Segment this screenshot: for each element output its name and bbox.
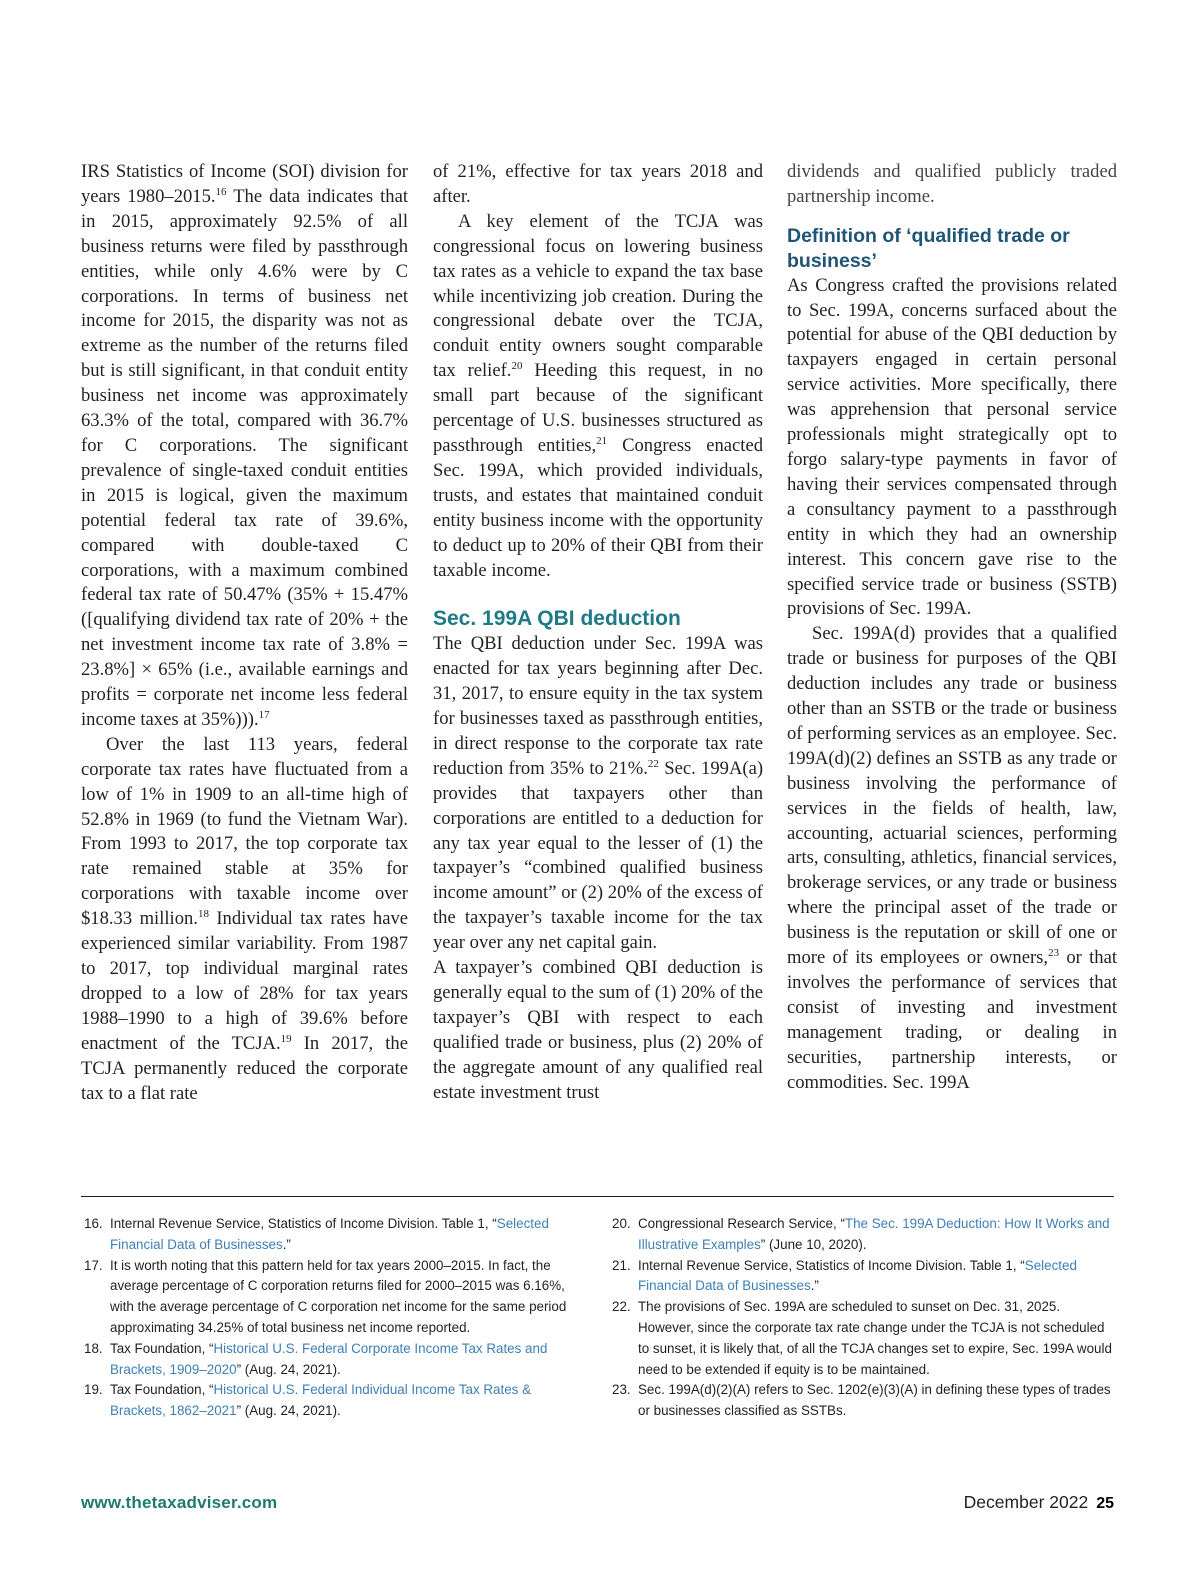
footnote-ref[interactable]: 16 [215, 185, 227, 198]
footnote-ref[interactable]: 18 [197, 908, 209, 921]
footnote: 23. Sec. 199A(d)(2)(A) refers to Sec. 1202(e)(3)(A) in defining these types of trades or businesses classified as SSTBs. [612, 1382, 1111, 1419]
paragraph: As Congress crafted the provisions related to Sec. 199A, concerns surfaced about the potential for abuse of the QBI deduction by taxpayers engaged in certain personal service activities. More specifically, there was apprehension that personal service professionals might strategically opt to forgo salary-type payments in favor of having their services compensated through a consultancy payment to a passthrough entity in which they had an ownership interest. This concern gave rise to the specified service trade or business (SSTB) provisions of Sec. 199A. [787, 274, 1117, 620]
paragraph: of 21%, effective for tax years 2018 and after. [433, 161, 763, 207]
paragraph: Sec. 199A(d) provides that a qualified trade or business for purposes of the QBI deduction includes any trade or business other than an SSTB or the trade or business of performing services as an employee. Sec. 199A(d)(2) defines an SSTB as any trade or business involving the performance of services in the fields of health, law, accounting, actuarial sciences, performing arts, consulting, athletics, financial services, brokerage services, or any trade or business where the principal asset of the trade or business is the reputation or skill of one or more of its employees or owners,$^{23}$ or that involves the performance of services that consist of investing and investment management trading, or dealing in securities, partnership interests, or commodities. Sec. 199A [787, 623, 1118, 1093]
footnote-ref[interactable]: 23 [1048, 947, 1060, 960]
paragraph: Over the last 113 years, federal corporate tax rates have fluctuated from a low of 1% in 1909 to an all-time high of 52.8% in 1969 (to fund the Vietnam War). From 1993 to 2017, the top corporate tax rate remained stable at 35% for corporations with taxable income over $18.33 million.$^{18}$ Individual tax rates have experienced similar variability. From 1987 to 2017, top individual marginal rates dropped to a low of 28% for tax years 1988–1990 to a high of 39.6% before enactment of the TCJA.$^{19}$ In 2017, the TCJA permanently reduced the corporate tax to a flat rate [81, 733, 408, 1104]
footnote: 16. Internal Revenue Service, Statistics of Income Division. Table 1, “Selected Financial Data of Businesses.” [84, 1216, 549, 1252]
footnote-link[interactable]: Selected Financial Data of Businesses [638, 1257, 1077, 1294]
footnote-ref[interactable]: 17 [258, 708, 270, 721]
paragraph: The QBI deduction under Sec. 199A was enacted for tax years beginning after Dec. 31, 2017, to ensure equity in the tax system for businesses taxed as passthrough entities, in direct response to the corporate tax rate reduction from 35% to 21%.$^{22}$ Sec. 199A(a) provides that taxpayers other than corporations are entitled to a deduction for any tax year equal to the lesser of (1) the taxpayer’s “combined qualified business income amount” or (2) 20% of the excess of the taxpayer’s taxable income for the tax year over any net capital gain. [433, 633, 764, 954]
website-link[interactable]: www.thetaxadviser.com [81, 1493, 278, 1512]
paragraph: dividends and qualified publicly traded partnership income. [787, 161, 1117, 207]
footnote-link[interactable]: Historical U.S. Federal Individual Income Tax Rates & Brackets, 1862–2021 [110, 1382, 532, 1419]
footnote-ref[interactable]: 20 [511, 360, 523, 373]
paragraph: A key element of the TCJA was congressional focus on lowering business tax rates as a vehicle to expand the tax base while incentivizing job creation. During the congressional debate over the TCJA, conduit entity owners sought comparable tax relief.$^{20}$ Heeding this request, in no small part because of the significant percentage of U.S. businesses structured as passthrough entities,$^{21}$ Congress enacted Sec. 199A, which provided individuals, trusts, and estates that maintained conduit entity business income with the opportunity to deduct up to 20% of their QBI from their taxable income. [433, 210, 764, 581]
issue-info [964, 1492, 1114, 1513]
footnote-ref[interactable]: 19 [280, 1032, 292, 1045]
article-column-3 [787, 160, 1117, 1096]
paragraph: A taxpayer’s combined QBI deduction is generally equal to the sum of (1) 20% of the taxpayer’s QBI with respect to each qualified trade or business, plus (2) 20% of the aggregate amount of any qualified real estate investment trust [433, 957, 763, 1103]
page-number: 25 [1096, 1495, 1114, 1512]
footnote: 18. Tax Foundation, “Historical U.S. Federal Corporate Income Tax Rates and Brackets, 1909–2020” (Aug. 24, 2021). [84, 1340, 548, 1377]
footnote: 19. Tax Foundation, “Historical U.S. Federal Individual Income Tax Rates & Brackets, 1862–2021” (Aug. 24, 2021). [84, 1382, 532, 1419]
article-column-1 [81, 160, 408, 1106]
paragraph: IRS Statistics of Income (SOI) division for years 1980–2015.16 The data indicates that in 2015, approximately 92.5% of all business returns were filed by passthrough entities, while only 4.6% were by C corporations. In terms of business net income for 2015, the disparity was not as extreme as the number of the returns filed but is still significant, in that conduit entity business net income was approximately 63.3% of the total, compared with 36.7% for C corporations. The significant prevalence of single-taxed conduit entities in 2015 is logical, given the maximum potential federal tax rate of 39.6%, compared with double-taxed C corporations, with a maximum combined federal tax rate of 50.47% (35% + 15.47% ([qualifying dividend tax rate of 20% + the net investment income tax rate of 3.8% = 23.8%] × 65% (i.e., available earnings and profits = corporate net income less federal income taxes at 35%))).$^{17}$ [81, 161, 408, 730]
footnote: 22. The provisions of Sec. 199A are scheduled to sunset on Dec. 31, 2025. However, since the corporate tax rate change under the TCJA is not scheduled to sunset, it is likely that, of all the TCJA changes set to expire, Sec. 199A would need to be extended if equity is to be maintained. [612, 1299, 1112, 1377]
footnote: 17. It is worth noting that this pattern held for tax years 2000–2015. In fact, the average percentage of C corporation returns filed for 2000–2015 was 6.16%, with the average percentage of C corporation net income for the same period approximating 34.25% of total business net income reported. [84, 1257, 567, 1335]
footnote-link[interactable]: The Sec. 199A Deduction: How It Works and Illustrative Examples [638, 1216, 1110, 1252]
footnote: 21. Internal Revenue Service, Statistics of Income Division. Table 1, “Selected Financial Data of Businesses.” [612, 1257, 1077, 1294]
footnote-link[interactable]: Historical U.S. Federal Corporate Income Tax Rates and Brackets, 1909–2020 [110, 1340, 548, 1377]
article-column-2 [433, 160, 763, 1106]
footnotes-right [612, 1214, 1117, 1422]
footnotes-left [84, 1214, 576, 1422]
section-heading-qualified-trade: Definition of ‘qualified trade or business’ [787, 224, 1070, 272]
issue-date: December 2022 [963, 1492, 1089, 1512]
page-footer [81, 1492, 1114, 1513]
footnote-link[interactable]: Selected Financial Data of Businesses [110, 1216, 549, 1252]
footnote-ref[interactable]: 22 [647, 757, 659, 770]
section-heading-qbi-deduction: Sec. 199A QBI deduction [433, 607, 681, 631]
footnote-divider [81, 1196, 1114, 1197]
footnote: 20. Congressional Research Service, “The Sec. 199A Deduction: How It Works and Illustrative Examples” (June 10, 2020). [612, 1216, 1110, 1252]
footnote-ref[interactable]: 21 [596, 434, 608, 447]
